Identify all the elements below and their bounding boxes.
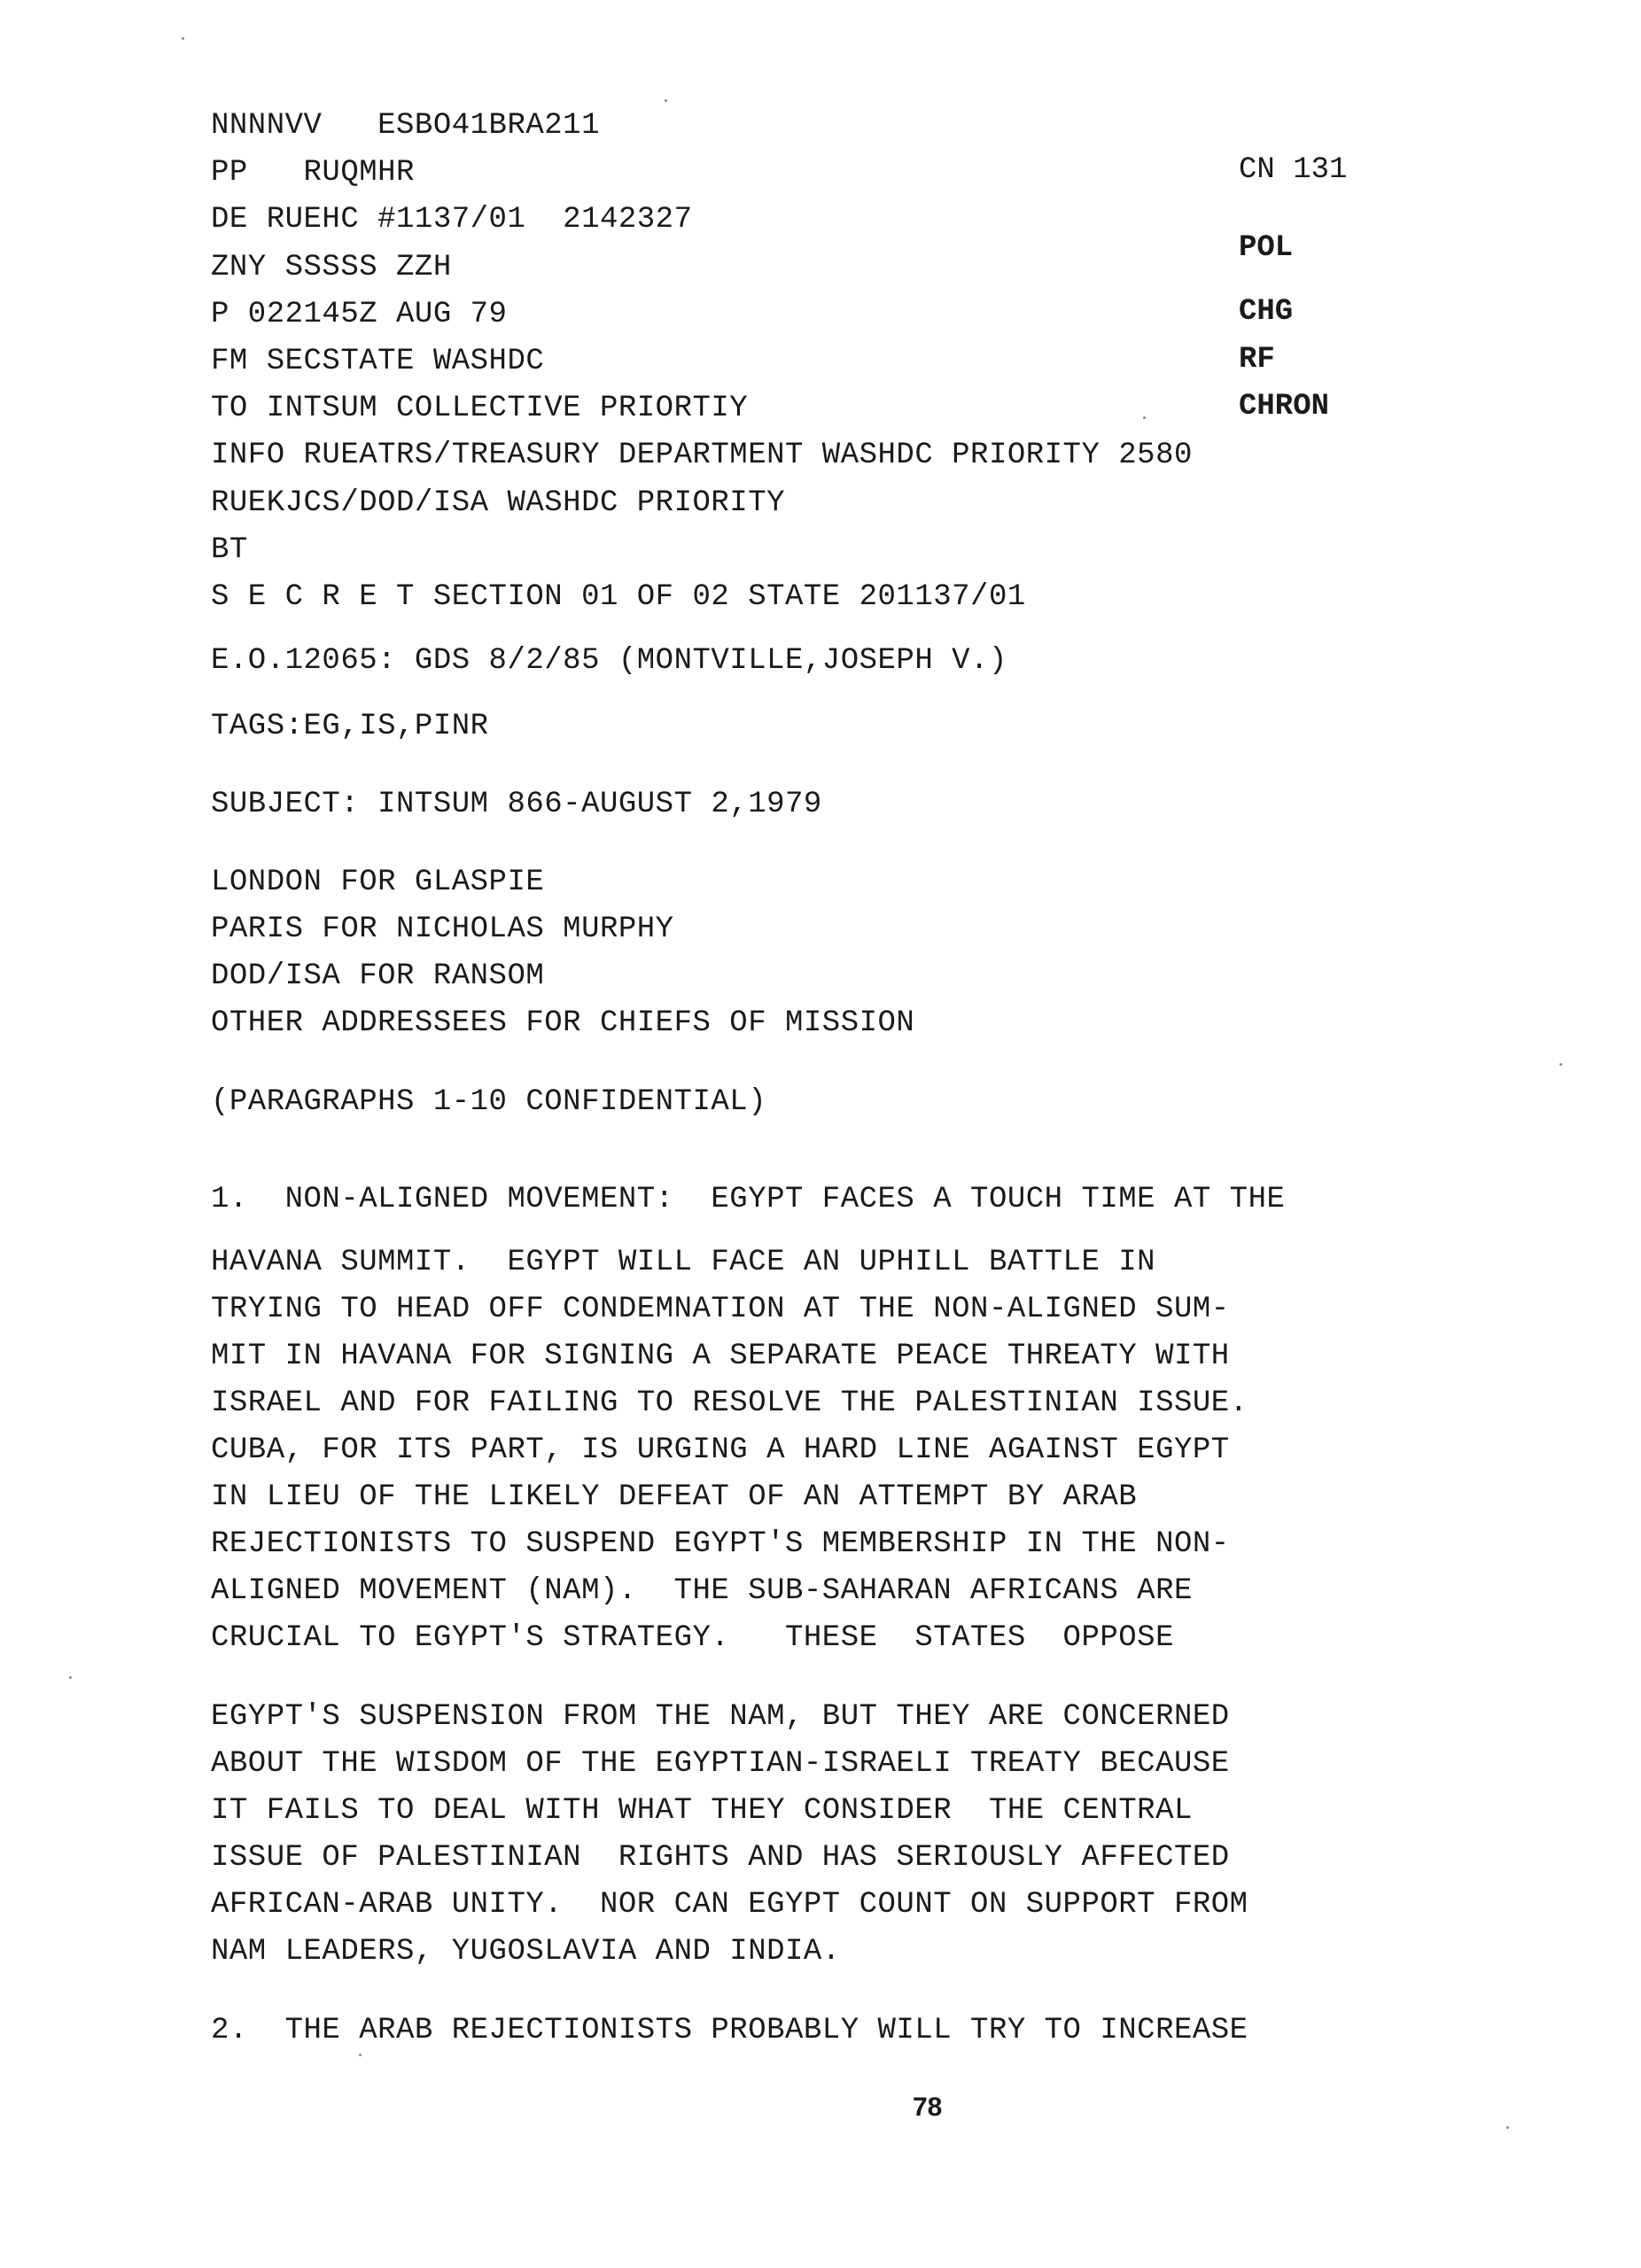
paragraph-line: REJECTIONISTS TO SUSPEND EGYPT'S MEMBERSHIP IN THE NON-: [211, 1527, 1230, 1561]
paragraph-line: EGYPT'S SUSPENSION FROM THE NAM, BUT THEY ARE CONCERNED: [211, 1700, 1230, 1734]
header-line: TO INTSUM COLLECTIVE PRIORTIY: [211, 392, 749, 425]
scan-speck: [1506, 2126, 1509, 2129]
routing-chron: CHRON: [1239, 390, 1330, 423]
classification-line: S E C R E T SECTION 01 OF 02 STATE 201137/01: [211, 580, 1026, 614]
paragraph-heading: 2. THE ARAB REJECTIONISTS PROBABLY WILL TRY TO INCREASE: [211, 2014, 1248, 2047]
paragraph-line: CUBA, FOR ITS PART, IS URGING A HARD LINE AGAINST EGYPT: [211, 1433, 1230, 1467]
paragraph-line: ISRAEL AND FOR FAILING TO RESOLVE THE PALESTINIAN ISSUE.: [211, 1386, 1248, 1420]
classification-note: (PARAGRAPHS 1-10 CONFIDENTIAL): [211, 1085, 767, 1119]
paragraph-line: HAVANA SUMMIT. EGYPT WILL FACE AN UPHILL BATTLE IN: [211, 1246, 1156, 1279]
scan-speck: [1559, 1063, 1562, 1066]
paragraph-line: ABOUT THE WISDOM OF THE EGYPTIAN-ISRAELI TREATY BECAUSE: [211, 1747, 1230, 1781]
header-line: FM SECSTATE WASHDC: [211, 345, 545, 378]
eo-line: E.O.12065: GDS 8/2/85 (MONTVILLE,JOSEPH V.): [211, 644, 1007, 678]
addressee-line: OTHER ADDRESSEES FOR CHIEFS OF MISSION: [211, 1006, 915, 1040]
header-line: P 022145Z AUG 79: [211, 298, 508, 331]
paragraph-line: ALIGNED MOVEMENT (NAM). THE SUB-SAHARAN AFRICANS ARE: [211, 1574, 1193, 1608]
addressee-line: LONDON FOR GLASPIE: [211, 866, 545, 899]
header-line: DE RUEHC #1137/01 2142327: [211, 203, 693, 237]
paragraph-line: CRUCIAL TO EGYPT'S STRATEGY. THESE STATES OPPOSE: [211, 1621, 1174, 1655]
scan-speck: [665, 99, 667, 102]
header-line: PP RUQMHR: [211, 156, 415, 190]
scan-speck: [69, 1676, 72, 1679]
paragraph-line: ISSUE OF PALESTINIAN RIGHTS AND HAS SERIOUSLY AFFECTED: [211, 1841, 1230, 1875]
header-line: NNNNVV ESBO41BRA211: [211, 109, 600, 143]
header-line: ZNY SSSSS ZZH: [211, 251, 452, 284]
paragraph-line: AFRICAN-ARAB UNITY. NOR CAN EGYPT COUNT ON SUPPORT FROM: [211, 1888, 1248, 1922]
paragraph-line: MIT IN HAVANA FOR SIGNING A SEPARATE PEACE THREATY WITH: [211, 1340, 1230, 1373]
header-line: RUEKJCS/DOD/ISA WASHDC PRIORITY: [211, 486, 786, 520]
paragraph-line: IT FAILS TO DEAL WITH WHAT THEY CONSIDER THE CENTRAL: [211, 1794, 1193, 1828]
routing-rf: RF: [1239, 343, 1275, 377]
scan-speck: [1143, 416, 1146, 419]
subject-line: SUBJECT: INTSUM 866-AUGUST 2,1979: [211, 788, 822, 821]
paragraph-line: TRYING TO HEAD OFF CONDEMNATION AT THE NON-ALIGNED SUM-: [211, 1293, 1230, 1326]
paragraph-line: NAM LEADERS, YUGOSLAVIA AND INDIA.: [211, 1935, 841, 1969]
paragraph-heading: 1. NON-ALIGNED MOVEMENT: EGYPT FACES A TOUCH TIME AT THE: [211, 1183, 1286, 1216]
routing-cn: CN 131: [1239, 153, 1348, 187]
tags-line: TAGS:EG,IS,PINR: [211, 710, 489, 743]
paragraph-line: IN LIEU OF THE LIKELY DEFEAT OF AN ATTEMPT BY ARAB: [211, 1480, 1138, 1514]
routing-chg: CHG: [1239, 295, 1294, 329]
scan-speck: [182, 37, 184, 40]
addressee-line: PARIS FOR NICHOLAS MURPHY: [211, 913, 674, 946]
scan-speck: [359, 2054, 362, 2056]
header-line: BT: [211, 533, 248, 567]
page-number: 78: [913, 2093, 943, 2122]
header-line: INFO RUEATRS/TREASURY DEPARTMENT WASHDC PRIORITY 2580: [211, 439, 1193, 472]
addressee-line: DOD/ISA FOR RANSOM: [211, 959, 545, 993]
routing-pol: POL: [1239, 231, 1294, 265]
